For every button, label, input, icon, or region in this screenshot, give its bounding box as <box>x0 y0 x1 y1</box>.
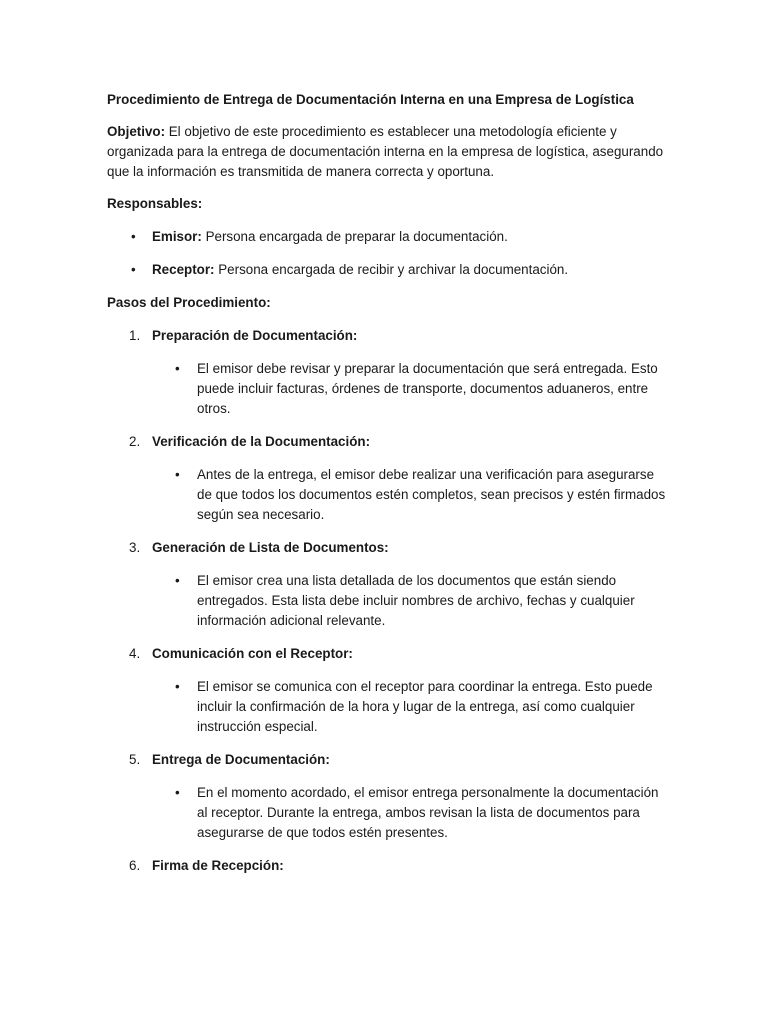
responsable-label: Receptor: <box>152 262 215 277</box>
step-title: Verificación de la Documentación: <box>152 434 371 449</box>
step-number: 6. <box>129 858 141 873</box>
step-number: 3. <box>129 540 141 555</box>
step-detail <box>107 571 668 631</box>
step-item <box>107 432 668 525</box>
step-heading <box>107 432 668 452</box>
step-title: Comunicación con el Receptor: <box>152 646 353 661</box>
step-number: 5. <box>129 752 141 767</box>
step-item <box>107 326 668 419</box>
responsable-label: Emisor: <box>152 229 202 244</box>
document-title: Procedimiento de Entrega de Documentación Interna en una Empresa de Logística <box>107 92 634 107</box>
bullet-icon: • <box>131 229 136 244</box>
step-heading <box>107 644 668 664</box>
step-item <box>107 538 668 631</box>
step-title: Firma de Recepción: <box>152 858 284 873</box>
bullet-icon: • <box>131 262 136 277</box>
objective-text: El objetivo de este procedimiento es establecer una metodología eficiente y organizada para la entrega de documentación interna en la empresa de logística, asegurando que la información es transmitida de manera correcta y oportuna. <box>107 124 664 179</box>
responsables-list <box>107 227 668 280</box>
step-detail-text: Antes de la entrega, el emisor debe realizar una verificación para asegurarse de que todos los documentos estén completos, sean precisos y estén firmados según sea necesario. <box>197 467 666 522</box>
bullet-icon: • <box>175 785 180 800</box>
responsable-item-receptor <box>107 260 668 280</box>
step-item <box>107 856 668 876</box>
bullet-icon: • <box>175 573 180 588</box>
responsable-text: Persona encargada de preparar la documentación. <box>201 229 508 244</box>
bullet-icon: • <box>175 467 180 482</box>
step-title: Entrega de Documentación: <box>152 752 330 767</box>
responsable-text: Persona encargada de recibir y archivar la documentación. <box>214 262 569 277</box>
responsable-item-emisor <box>107 227 668 247</box>
step-item <box>107 644 668 737</box>
step-detail-text: El emisor debe revisar y preparar la documentación que será entregada. Esto puede incluir facturas, órdenes de transporte, documentos aduaneros, entre otros. <box>197 361 658 416</box>
step-title: Preparación de Documentación: <box>152 328 358 343</box>
objective-paragraph <box>107 122 668 182</box>
bullet-icon: • <box>175 679 180 694</box>
step-detail <box>107 359 668 419</box>
bullet-icon: • <box>175 361 180 376</box>
step-heading <box>107 326 668 346</box>
step-title: Generación de Lista de Documentos: <box>152 540 389 555</box>
step-heading <box>107 750 668 770</box>
step-number: 1. <box>129 328 141 343</box>
step-heading <box>107 538 668 558</box>
step-item <box>107 750 668 843</box>
step-heading <box>107 856 668 876</box>
step-detail-text: En el momento acordado, el emisor entrega personalmente la documentación al receptor. Durante la entrega, ambos revisan la lista de documentos para asegurarse de que todos estén presentes. <box>197 785 659 840</box>
step-detail <box>107 677 668 737</box>
step-detail-text: El emisor se comunica con el receptor para coordinar la entrega. Esto puede incluir la confirmación de la hora y lugar de la entrega, así como cualquier instrucción especial. <box>197 679 653 734</box>
pasos-heading: Pasos del Procedimiento: <box>107 295 271 310</box>
step-number: 4. <box>129 646 141 661</box>
responsables-heading: Responsables: <box>107 196 203 211</box>
step-detail <box>107 465 668 525</box>
step-detail-text: El emisor crea una lista detallada de los documentos que están siendo entregados. Esta lista debe incluir nombres de archivo, fechas y cualquier información adicional relevante. <box>197 573 635 628</box>
objective-label: Objetivo: <box>107 124 166 139</box>
step-number: 2. <box>129 434 141 449</box>
steps-list <box>107 326 668 876</box>
step-detail <box>107 783 668 843</box>
